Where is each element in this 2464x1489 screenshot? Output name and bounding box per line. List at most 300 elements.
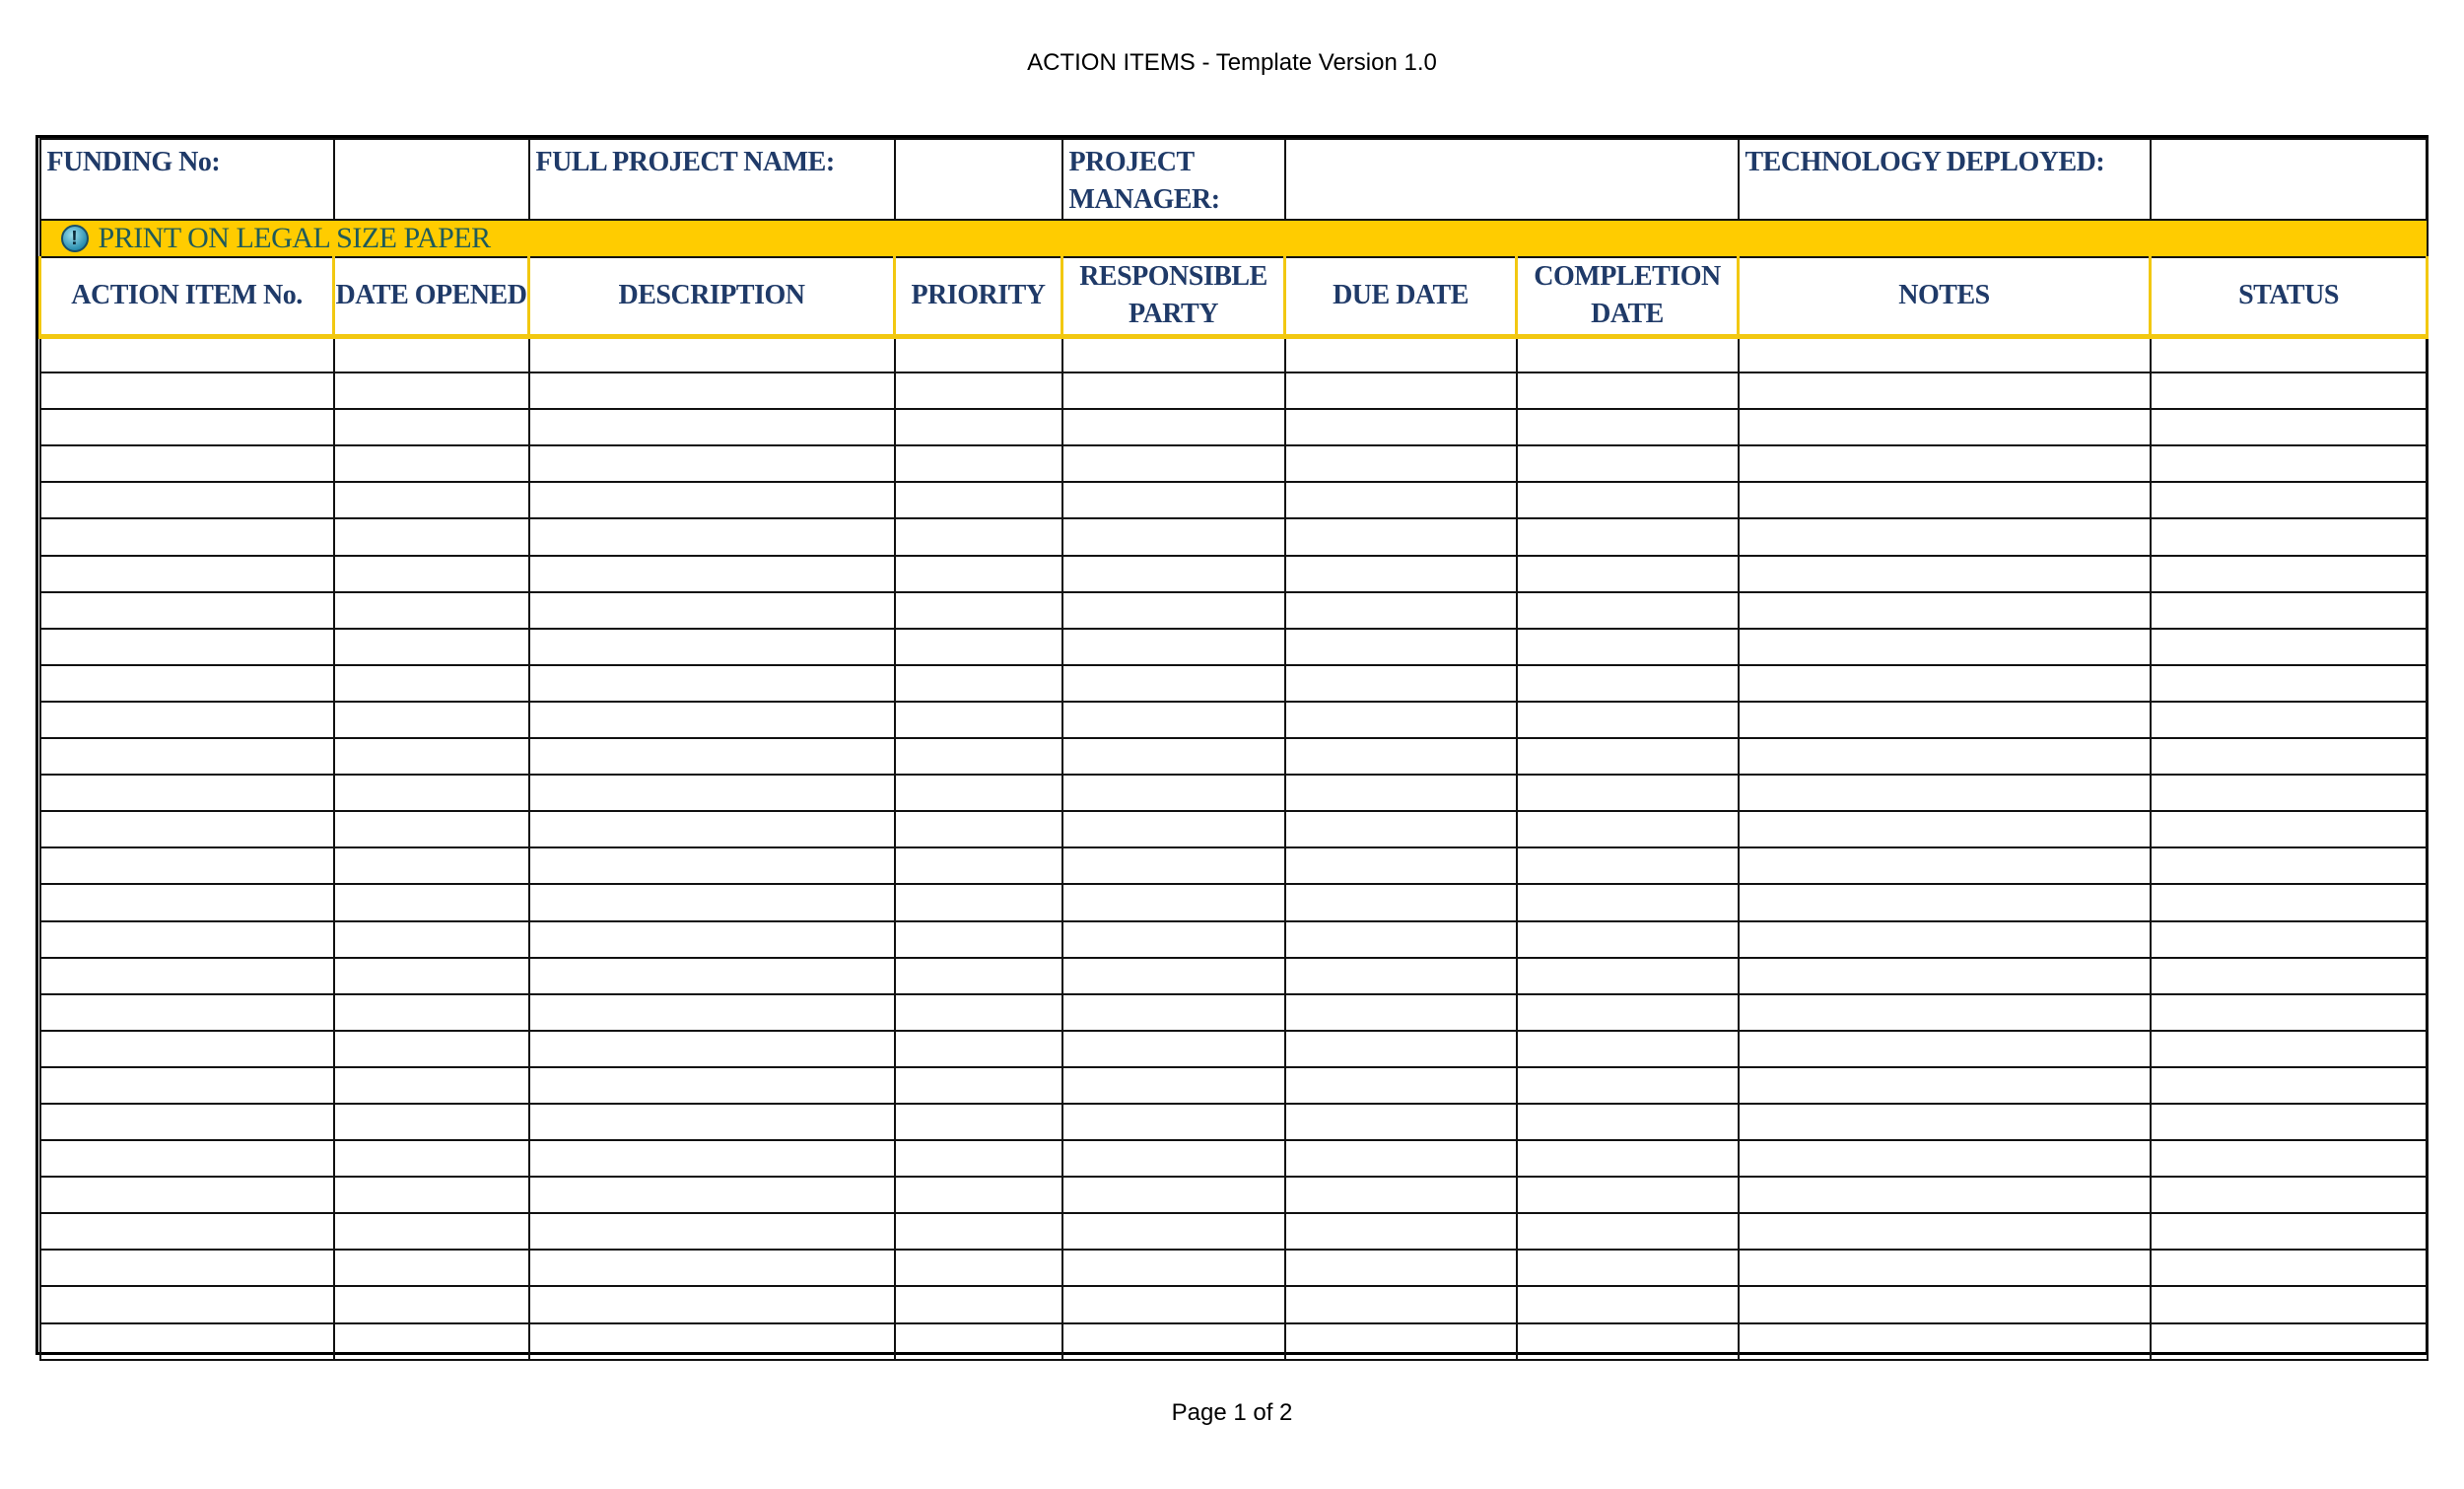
- cell-description[interactable]: [529, 884, 895, 920]
- cell-description[interactable]: [529, 1031, 895, 1067]
- cell-due-date[interactable]: [1285, 1286, 1517, 1322]
- table-row: [40, 409, 2428, 445]
- cell-notes[interactable]: [1739, 445, 2151, 482]
- project-name-label: FULL PROJECT NAME:: [535, 147, 835, 177]
- cell-date-opened[interactable]: [334, 1031, 529, 1067]
- cell-date-opened[interactable]: [334, 775, 529, 811]
- cell-responsible-party[interactable]: [1062, 518, 1285, 555]
- table-row: [40, 994, 2428, 1031]
- cell-completion-date[interactable]: [1517, 1104, 1739, 1140]
- cell-due-date[interactable]: [1285, 1177, 1517, 1213]
- cell-status[interactable]: [2151, 775, 2428, 811]
- cell-priority[interactable]: [895, 556, 1062, 592]
- cell-action-item-no[interactable]: [40, 847, 334, 884]
- cell-date-opened[interactable]: [334, 1104, 529, 1140]
- cell-priority[interactable]: [895, 409, 1062, 445]
- cell-date-opened[interactable]: [334, 811, 529, 847]
- table-row: [40, 775, 2428, 811]
- cell-status[interactable]: [2151, 738, 2428, 775]
- cell-status[interactable]: [2151, 1213, 2428, 1250]
- cell-status[interactable]: [2151, 702, 2428, 738]
- cell-description[interactable]: [529, 372, 895, 409]
- cell-status[interactable]: [2151, 1140, 2428, 1177]
- col-header-description: DESCRIPTION: [529, 257, 895, 336]
- col-header-status: STATUS: [2151, 257, 2428, 336]
- table-row: [40, 921, 2428, 958]
- cell-date-opened[interactable]: [334, 482, 529, 518]
- cell-priority[interactable]: [895, 958, 1062, 994]
- cell-status[interactable]: [2151, 592, 2428, 629]
- technology-deployed-label: TECHNOLOGY DEPLOYED:: [1745, 147, 2105, 177]
- project-name-field[interactable]: [895, 139, 1062, 220]
- cell-action-item-no[interactable]: [40, 884, 334, 920]
- action-items-table: [38, 138, 2429, 1361]
- table-row: [40, 518, 2428, 555]
- cell-notes[interactable]: [1739, 775, 2151, 811]
- cell-action-item-no[interactable]: [40, 556, 334, 592]
- column-header-row: [40, 257, 2428, 336]
- table-row: [40, 336, 2428, 372]
- cell-due-date[interactable]: [1285, 738, 1517, 775]
- cell-due-date[interactable]: [1285, 1213, 1517, 1250]
- cell-due-date[interactable]: [1285, 811, 1517, 847]
- cell-completion-date[interactable]: [1517, 738, 1739, 775]
- cell-date-opened[interactable]: [334, 921, 529, 958]
- cell-date-opened[interactable]: [334, 958, 529, 994]
- cell-date-opened[interactable]: [334, 884, 529, 920]
- cell-completion-date[interactable]: [1517, 409, 1739, 445]
- cell-responsible-party[interactable]: [1062, 372, 1285, 409]
- exclamation-info-icon: !: [61, 225, 89, 252]
- cell-date-opened[interactable]: [334, 1286, 529, 1322]
- cell-action-item-no[interactable]: [40, 775, 334, 811]
- cell-completion-date[interactable]: [1517, 1177, 1739, 1213]
- technology-deployed-field[interactable]: [2151, 139, 2428, 220]
- cell-description[interactable]: [529, 445, 895, 482]
- cell-notes[interactable]: [1739, 738, 2151, 775]
- cell-status[interactable]: [2151, 336, 2428, 372]
- cell-completion-date[interactable]: [1517, 1213, 1739, 1250]
- cell-responsible-party[interactable]: [1062, 409, 1285, 445]
- project-manager-field[interactable]: [1285, 139, 1739, 220]
- cell-status[interactable]: [2151, 994, 2428, 1031]
- cell-due-date[interactable]: [1285, 336, 1517, 372]
- cell-notes[interactable]: [1739, 702, 2151, 738]
- cell-responsible-party[interactable]: [1062, 629, 1285, 665]
- cell-action-item-no[interactable]: [40, 1140, 334, 1177]
- cell-date-opened[interactable]: [334, 738, 529, 775]
- cell-action-item-no[interactable]: [40, 921, 334, 958]
- table-row: [40, 847, 2428, 884]
- cell-priority[interactable]: [895, 445, 1062, 482]
- cell-responsible-party[interactable]: [1062, 592, 1285, 629]
- cell-due-date[interactable]: [1285, 556, 1517, 592]
- cell-notes[interactable]: [1739, 629, 2151, 665]
- cell-date-opened[interactable]: [334, 1250, 529, 1286]
- cell-notes[interactable]: [1739, 556, 2151, 592]
- cell-priority[interactable]: [895, 372, 1062, 409]
- cell-completion-date[interactable]: [1517, 556, 1739, 592]
- cell-date-opened[interactable]: [334, 556, 529, 592]
- cell-responsible-party[interactable]: [1062, 775, 1285, 811]
- cell-completion-date[interactable]: [1517, 445, 1739, 482]
- cell-completion-date[interactable]: [1517, 629, 1739, 665]
- table-row: [40, 1323, 2428, 1360]
- table-row: [40, 958, 2428, 994]
- cell-date-opened[interactable]: [334, 445, 529, 482]
- cell-responsible-party[interactable]: [1062, 921, 1285, 958]
- cell-due-date[interactable]: [1285, 409, 1517, 445]
- cell-due-date[interactable]: [1285, 665, 1517, 702]
- cell-due-date[interactable]: [1285, 847, 1517, 884]
- cell-notes[interactable]: [1739, 1177, 2151, 1213]
- cell-responsible-party[interactable]: [1062, 445, 1285, 482]
- cell-status[interactable]: [2151, 409, 2428, 445]
- cell-date-opened[interactable]: [334, 1177, 529, 1213]
- cell-date-opened[interactable]: [334, 1140, 529, 1177]
- cell-description[interactable]: [529, 1213, 895, 1250]
- cell-description[interactable]: [529, 629, 895, 665]
- cell-notes[interactable]: [1739, 994, 2151, 1031]
- cell-description[interactable]: [529, 1323, 895, 1360]
- cell-date-opened[interactable]: [334, 1323, 529, 1360]
- table-row: [40, 811, 2428, 847]
- cell-notes[interactable]: [1739, 1140, 2151, 1177]
- cell-description[interactable]: [529, 994, 895, 1031]
- cell-priority[interactable]: [895, 1031, 1062, 1067]
- cell-status[interactable]: [2151, 518, 2428, 555]
- cell-due-date[interactable]: [1285, 1140, 1517, 1177]
- cell-description[interactable]: [529, 336, 895, 372]
- cell-action-item-no[interactable]: [40, 409, 334, 445]
- cell-status[interactable]: [2151, 1031, 2428, 1067]
- cell-due-date[interactable]: [1285, 592, 1517, 629]
- cell-description[interactable]: [529, 1250, 895, 1286]
- cell-description[interactable]: [529, 518, 895, 555]
- funding-no-field[interactable]: [334, 139, 529, 220]
- cell-priority[interactable]: [895, 629, 1062, 665]
- cell-due-date[interactable]: [1285, 629, 1517, 665]
- table-row: [40, 372, 2428, 409]
- col-header-responsible-party: RESPONSIBLE PARTY: [1062, 257, 1285, 336]
- cell-status[interactable]: [2151, 921, 2428, 958]
- cell-priority[interactable]: [895, 994, 1062, 1031]
- cell-due-date[interactable]: [1285, 1031, 1517, 1067]
- cell-status[interactable]: [2151, 1323, 2428, 1360]
- col-header-notes: NOTES: [1739, 257, 2151, 336]
- cell-priority[interactable]: [895, 884, 1062, 920]
- cell-action-item-no[interactable]: [40, 592, 334, 629]
- cell-completion-date[interactable]: [1517, 884, 1739, 920]
- cell-priority[interactable]: [895, 592, 1062, 629]
- cell-date-opened[interactable]: [334, 372, 529, 409]
- cell-notes[interactable]: [1739, 1104, 2151, 1140]
- cell-priority[interactable]: [895, 775, 1062, 811]
- cell-completion-date[interactable]: [1517, 336, 1739, 372]
- table-row: [40, 1250, 2428, 1286]
- cell-due-date[interactable]: [1285, 958, 1517, 994]
- cell-responsible-party[interactable]: [1062, 1104, 1285, 1140]
- cell-date-opened[interactable]: [334, 592, 529, 629]
- cell-action-item-no[interactable]: [40, 372, 334, 409]
- cell-status[interactable]: [2151, 482, 2428, 518]
- cell-description[interactable]: [529, 1177, 895, 1213]
- col-header-completion-date: COMPLETION DATE: [1517, 257, 1739, 336]
- technology-label-cell: [1739, 139, 2151, 220]
- cell-action-item-no[interactable]: [40, 1177, 334, 1213]
- cell-description[interactable]: [529, 847, 895, 884]
- cell-responsible-party[interactable]: [1062, 994, 1285, 1031]
- cell-action-item-no[interactable]: [40, 1067, 334, 1104]
- table-row: [40, 1031, 2428, 1067]
- cell-priority[interactable]: [895, 847, 1062, 884]
- cell-status[interactable]: [2151, 1177, 2428, 1213]
- cell-action-item-no[interactable]: [40, 1104, 334, 1140]
- cell-notes[interactable]: [1739, 847, 2151, 884]
- cell-notes[interactable]: [1739, 1286, 2151, 1322]
- cell-action-item-no[interactable]: [40, 1250, 334, 1286]
- cell-responsible-party[interactable]: [1062, 958, 1285, 994]
- cell-completion-date[interactable]: [1517, 958, 1739, 994]
- cell-due-date[interactable]: [1285, 1250, 1517, 1286]
- cell-completion-date[interactable]: [1517, 775, 1739, 811]
- cell-description[interactable]: [529, 1067, 895, 1104]
- cell-status[interactable]: [2151, 1250, 2428, 1286]
- cell-description[interactable]: [529, 1104, 895, 1140]
- cell-notes[interactable]: [1739, 1323, 2151, 1360]
- cell-priority[interactable]: [895, 921, 1062, 958]
- funding-no-label-cell: [40, 139, 334, 220]
- table-row: [40, 1104, 2428, 1140]
- cell-responsible-party[interactable]: [1062, 847, 1285, 884]
- cell-priority[interactable]: [895, 702, 1062, 738]
- cell-description[interactable]: [529, 592, 895, 629]
- print-notice-text: PRINT ON LEGAL SIZE PAPER: [98, 222, 491, 254]
- cell-notes[interactable]: [1739, 1031, 2151, 1067]
- cell-description[interactable]: [529, 958, 895, 994]
- cell-notes[interactable]: [1739, 336, 2151, 372]
- cell-date-opened[interactable]: [334, 1067, 529, 1104]
- cell-action-item-no[interactable]: [40, 518, 334, 555]
- cell-notes[interactable]: [1739, 921, 2151, 958]
- cell-priority[interactable]: [895, 1140, 1062, 1177]
- cell-responsible-party[interactable]: [1062, 665, 1285, 702]
- cell-notes[interactable]: [1739, 811, 2151, 847]
- cell-action-item-no[interactable]: [40, 1031, 334, 1067]
- cell-due-date[interactable]: [1285, 482, 1517, 518]
- cell-priority[interactable]: [895, 482, 1062, 518]
- cell-responsible-party[interactable]: [1062, 1250, 1285, 1286]
- cell-status[interactable]: [2151, 884, 2428, 920]
- table-row: [40, 592, 2428, 629]
- cell-completion-date[interactable]: [1517, 665, 1739, 702]
- cell-due-date[interactable]: [1285, 518, 1517, 555]
- cell-responsible-party[interactable]: [1062, 738, 1285, 775]
- cell-action-item-no[interactable]: [40, 702, 334, 738]
- cell-action-item-no[interactable]: [40, 336, 334, 372]
- cell-status[interactable]: [2151, 1067, 2428, 1104]
- cell-description[interactable]: [529, 1286, 895, 1322]
- cell-action-item-no[interactable]: [40, 994, 334, 1031]
- cell-date-opened[interactable]: [334, 629, 529, 665]
- cell-action-item-no[interactable]: [40, 811, 334, 847]
- cell-notes[interactable]: [1739, 1250, 2151, 1286]
- cell-status[interactable]: [2151, 372, 2428, 409]
- cell-description[interactable]: [529, 702, 895, 738]
- cell-description[interactable]: [529, 409, 895, 445]
- cell-due-date[interactable]: [1285, 921, 1517, 958]
- cell-due-date[interactable]: [1285, 1104, 1517, 1140]
- cell-responsible-party[interactable]: [1062, 702, 1285, 738]
- cell-description[interactable]: [529, 556, 895, 592]
- cell-action-item-no[interactable]: [40, 445, 334, 482]
- cell-due-date[interactable]: [1285, 1323, 1517, 1360]
- cell-completion-date[interactable]: [1517, 847, 1739, 884]
- table-row: [40, 702, 2428, 738]
- cell-responsible-party[interactable]: [1062, 1140, 1285, 1177]
- cell-responsible-party[interactable]: [1062, 811, 1285, 847]
- cell-description[interactable]: [529, 482, 895, 518]
- cell-action-item-no[interactable]: [40, 629, 334, 665]
- cell-description[interactable]: [529, 738, 895, 775]
- cell-completion-date[interactable]: [1517, 482, 1739, 518]
- cell-completion-date[interactable]: [1517, 811, 1739, 847]
- cell-priority[interactable]: [895, 738, 1062, 775]
- table-row: [40, 884, 2428, 920]
- cell-action-item-no[interactable]: [40, 1213, 334, 1250]
- cell-completion-date[interactable]: [1517, 921, 1739, 958]
- cell-priority[interactable]: [895, 1104, 1062, 1140]
- cell-completion-date[interactable]: [1517, 702, 1739, 738]
- cell-responsible-party[interactable]: [1062, 884, 1285, 920]
- cell-priority[interactable]: [895, 1067, 1062, 1104]
- cell-status[interactable]: [2151, 1286, 2428, 1322]
- cell-date-opened[interactable]: [334, 702, 529, 738]
- cell-description[interactable]: [529, 775, 895, 811]
- cell-due-date[interactable]: [1285, 1067, 1517, 1104]
- table-row: [40, 1286, 2428, 1322]
- cell-status[interactable]: [2151, 958, 2428, 994]
- cell-responsible-party[interactable]: [1062, 1286, 1285, 1322]
- cell-responsible-party[interactable]: [1062, 556, 1285, 592]
- cell-status[interactable]: [2151, 1104, 2428, 1140]
- cell-action-item-no[interactable]: [40, 1323, 334, 1360]
- cell-due-date[interactable]: [1285, 994, 1517, 1031]
- cell-status[interactable]: [2151, 847, 2428, 884]
- cell-responsible-party[interactable]: [1062, 1177, 1285, 1213]
- cell-completion-date[interactable]: [1517, 1286, 1739, 1322]
- cell-date-opened[interactable]: [334, 409, 529, 445]
- cell-notes[interactable]: [1739, 409, 2151, 445]
- cell-description[interactable]: [529, 1140, 895, 1177]
- cell-status[interactable]: [2151, 556, 2428, 592]
- cell-notes[interactable]: [1739, 482, 2151, 518]
- document-title: ACTION ITEMS - Template Version 1.0: [1027, 49, 1437, 76]
- action-items-sheet: [35, 135, 2429, 1355]
- project-info-row: [40, 139, 2428, 220]
- cell-notes[interactable]: [1739, 958, 2151, 994]
- cell-action-item-no[interactable]: [40, 482, 334, 518]
- cell-notes[interactable]: [1739, 1067, 2151, 1104]
- cell-priority[interactable]: [895, 811, 1062, 847]
- table-row: [40, 738, 2428, 775]
- cell-priority[interactable]: [895, 1286, 1062, 1322]
- cell-action-item-no[interactable]: [40, 738, 334, 775]
- cell-priority[interactable]: [895, 1250, 1062, 1286]
- cell-completion-date[interactable]: [1517, 592, 1739, 629]
- cell-completion-date[interactable]: [1517, 518, 1739, 555]
- cell-date-opened[interactable]: [334, 847, 529, 884]
- cell-responsible-party[interactable]: [1062, 482, 1285, 518]
- cell-status[interactable]: [2151, 811, 2428, 847]
- cell-responsible-party[interactable]: [1062, 1323, 1285, 1360]
- cell-action-item-no[interactable]: [40, 958, 334, 994]
- cell-responsible-party[interactable]: [1062, 1213, 1285, 1250]
- cell-completion-date[interactable]: [1517, 994, 1739, 1031]
- cell-completion-date[interactable]: [1517, 1250, 1739, 1286]
- col-header-date-opened: DATE OPENED: [334, 257, 529, 336]
- cell-status[interactable]: [2151, 629, 2428, 665]
- cell-date-opened[interactable]: [334, 994, 529, 1031]
- cell-due-date[interactable]: [1285, 884, 1517, 920]
- cell-priority[interactable]: [895, 336, 1062, 372]
- cell-due-date[interactable]: [1285, 445, 1517, 482]
- cell-notes[interactable]: [1739, 592, 2151, 629]
- table-row: [40, 482, 2428, 518]
- cell-priority[interactable]: [895, 518, 1062, 555]
- cell-completion-date[interactable]: [1517, 372, 1739, 409]
- cell-completion-date[interactable]: [1517, 1031, 1739, 1067]
- cell-date-opened[interactable]: [334, 665, 529, 702]
- cell-date-opened[interactable]: [334, 1213, 529, 1250]
- cell-date-opened[interactable]: [334, 518, 529, 555]
- project-manager-label-cell: [1062, 139, 1285, 220]
- cell-priority[interactable]: [895, 1177, 1062, 1213]
- cell-completion-date[interactable]: [1517, 1140, 1739, 1177]
- cell-notes[interactable]: [1739, 665, 2151, 702]
- cell-due-date[interactable]: [1285, 372, 1517, 409]
- cell-action-item-no[interactable]: [40, 1286, 334, 1322]
- cell-responsible-party[interactable]: [1062, 1067, 1285, 1104]
- cell-status[interactable]: [2151, 665, 2428, 702]
- cell-action-item-no[interactable]: [40, 665, 334, 702]
- cell-description[interactable]: [529, 921, 895, 958]
- cell-description[interactable]: [529, 811, 895, 847]
- table-row: [40, 1067, 2428, 1104]
- cell-completion-date[interactable]: [1517, 1323, 1739, 1360]
- cell-responsible-party[interactable]: [1062, 1031, 1285, 1067]
- project-name-label-cell: [529, 139, 895, 220]
- cell-due-date[interactable]: [1285, 775, 1517, 811]
- cell-notes[interactable]: [1739, 1213, 2151, 1250]
- cell-responsible-party[interactable]: [1062, 336, 1285, 372]
- cell-priority[interactable]: [895, 1323, 1062, 1360]
- cell-completion-date[interactable]: [1517, 1067, 1739, 1104]
- table-row: [40, 665, 2428, 702]
- table-row: [40, 556, 2428, 592]
- cell-date-opened[interactable]: [334, 336, 529, 372]
- table-row: [40, 629, 2428, 665]
- cell-description[interactable]: [529, 665, 895, 702]
- cell-notes[interactable]: [1739, 884, 2151, 920]
- cell-status[interactable]: [2151, 445, 2428, 482]
- cell-priority[interactable]: [895, 1213, 1062, 1250]
- cell-notes[interactable]: [1739, 518, 2151, 555]
- cell-due-date[interactable]: [1285, 702, 1517, 738]
- table-row: [40, 1213, 2428, 1250]
- cell-notes[interactable]: [1739, 372, 2151, 409]
- cell-priority[interactable]: [895, 665, 1062, 702]
